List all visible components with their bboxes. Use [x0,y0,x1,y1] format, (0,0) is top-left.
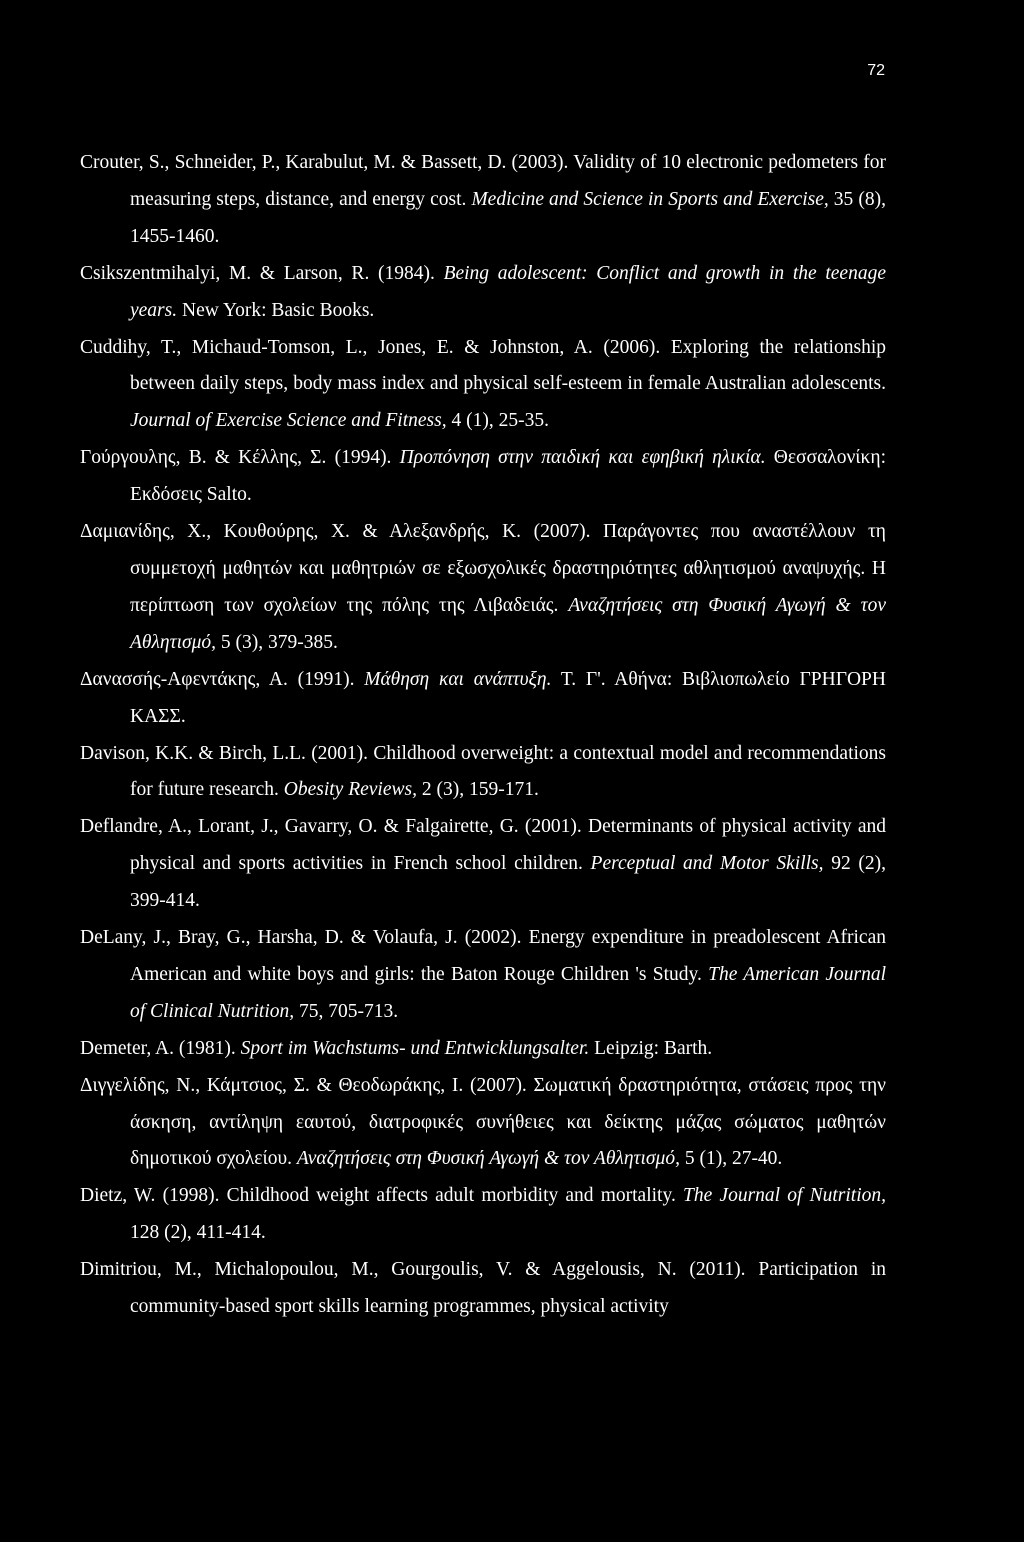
reference-entry [80,662,886,736]
reference-source-italic: The American Journal of Clinical Nutrition, [130,963,886,1022]
reference-entry [80,1178,886,1252]
reference-entry [80,256,886,330]
reference-source-italic: Journal of Exercise Science and Fitness, [130,410,447,432]
reference-text: Demeter, A. (1981). [80,1037,241,1059]
reference-source-italic: Αναζητήσεις στη Φυσική Αγωγή & τον Αθλητισμό, [130,594,887,653]
reference-text: Dietz, W. (1998). Childhood weight affects adult morbidity and mortality. [80,1185,683,1207]
reference-source-italic: Being adolescent: Conflict and growth in the teenage years. [130,262,886,321]
page-number: 72 [867,62,885,79]
reference-list [80,145,886,1326]
reference-source-italic: Sport im Wachstums- und Entwicklungsalter. [240,1037,590,1059]
reference-source-italic: Προπόνηση στην παιδική και εφηβική ηλικία. [399,447,766,469]
reference-details: New York: Basic Books. [177,299,375,321]
reference-entry [80,736,886,810]
reference-details: 4 (1), 25-35. [446,410,549,432]
reference-source-italic: Obesity Reviews, [283,779,417,801]
reference-text: Cuddihy, T., Michaud-Tomson, L., Jones, E. & Johnston, A. (2006). Exploring the relationship between daily steps, body mass index and physical self-esteem in female Australian adolescents. [80,336,886,395]
reference-source-italic: The Journal of Nutrition, [683,1185,886,1207]
reference-source-italic: Μάθηση και ανάπτυξη. [364,668,552,690]
reference-entry [80,920,886,1031]
reference-entry [80,440,886,514]
reference-entry [80,1252,886,1326]
reference-entry [80,809,886,920]
reference-details: Leipzig: Barth. [589,1037,713,1059]
reference-source-italic: Medicine and Science in Sports and Exercise, [471,188,829,210]
reference-entry [80,1068,886,1179]
reference-entry [80,1031,886,1068]
reference-details: Θεσσαλονίκη: Εκδόσεις Salto. [130,447,886,506]
reference-text: Δανασσής-Αφεντάκης, Α. (1991). [80,668,365,690]
reference-source-italic: Αναζητήσεις στη Φυσική Αγωγή & τον Αθλητισμό, [296,1148,680,1170]
reference-text: Διγγελίδης, Ν., Κάμτσιος, Σ. & Θεοδωράκης, Ι. (2007). Σωματική δραστηριότητα, στάσεις προς την άσκηση, αντίληψη εαυτού, διατροφικές συνήθειες και δείκτης μάζας σώματος μαθητών δημοτικού σχολείου. [80,1074,886,1170]
reference-details: Τ. Γ'. Αθήνα: Βιβλιοπωλείο ΓΡΗΓΟΡΗ ΚΑΣΣ. [130,668,886,727]
reference-details: 128 (2), 411-414. [130,1222,266,1244]
reference-text: Deflandre, A., Lorant, J., Gavarry, O. & Falgairette, G. (2001). Determinants of physical activity and physical and sports activities in French school children. [80,816,886,875]
reference-text: Δαμιανίδης, Χ., Κουθούρης, Χ. & Αλεξανδρής, Κ. (2007). Παράγοντες που αναστέλλουν τη συμμετοχή μαθητών και μαθητριών σε εξωσχολικές δραστηριότητες αθλητισμού αναψυχής. Η περίπτωση των σχολείων της πόλης της Λιβαδειάς. [80,521,886,616]
reference-text: Csikszentmihalyi, M. & Larson, R. (1984). [80,262,444,284]
reference-source-italic: Perceptual and Motor Skills, [590,853,824,875]
reference-details: 5 (3), 379-385. [216,631,338,653]
reference-details: 92 (2), 399-414. [130,853,886,912]
reference-entry [80,514,886,662]
reference-details: 5 (1), 27-40. [679,1148,783,1170]
reference-text: Γούργουλης, Β. & Κέλλης, Σ. (1994). [80,447,400,469]
reference-text: Dimitriou, M., Michalopoulou, M., Gourgoulis, V. & Aggelousis, N. (2011). Participation in community-based sport skills learning programmes, physical activity [80,1259,886,1318]
reference-text: DeLany, J., Bray, G., Harsha, D. & Volaufa, J. (2002). Energy expenditure in preadolescent African American and white boys and girls: the Baton Rouge Children 's Study. [80,927,886,985]
reference-text: Crouter, S., Schneider, P., Karabulut, M. & Bassett, D. (2003). Validity of 10 electronic pedometers for measuring steps, distance, and energy cost. [80,152,886,210]
reference-entry [80,145,886,256]
reference-entry [80,330,886,441]
reference-details: 35 (8), 1455-1460. [130,188,886,247]
reference-details: 75, 705-713. [294,1000,399,1022]
reference-text: Davison, K.K. & Birch, L.L. (2001). Childhood overweight: a contextual model and recommendations for future research. [80,742,886,801]
reference-details: 2 (3), 159-171. [416,779,539,801]
